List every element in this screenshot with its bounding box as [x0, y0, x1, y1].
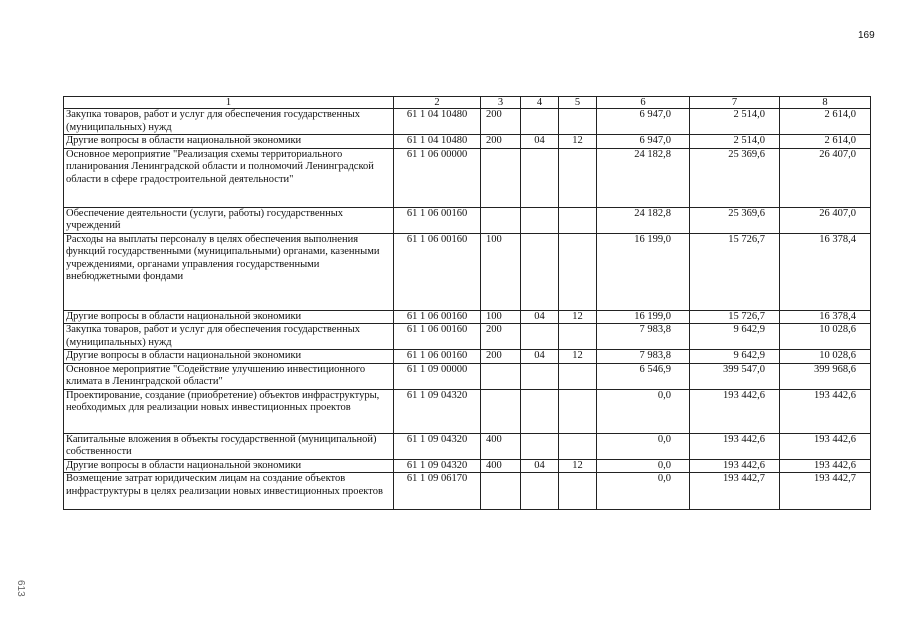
row-value-8-cell: 26 407,0 [780, 207, 871, 233]
budget-table [63, 96, 871, 510]
row-name-cell: Другие вопросы в области национальной экономики [64, 459, 394, 473]
row-value-8-cell: 193 442,7 [780, 473, 871, 510]
row-rz-cell: 04 [521, 459, 559, 473]
row-value-7-cell: 193 442,6 [690, 389, 780, 433]
row-pr-cell: 12 [559, 135, 597, 149]
row-vr-cell: 200 [481, 350, 521, 364]
row-pr-cell [559, 233, 597, 310]
row-name-cell: Основное мероприятие "Реализация схемы территориального планирования Ленинградской области и полномочий Ленинградской области в сфере градостроительной деятельности" [64, 148, 394, 207]
row-code-cell: 61 1 09 04320 [394, 433, 481, 459]
row-name-cell: Расходы на выплаты персоналу в целях обеспечения выполнения функций государственными (муниципальными) органами, казенными учреждениями, органами управления государственными внебюджетными фондами [64, 233, 394, 310]
row-vr-cell [481, 363, 521, 389]
table-row [64, 389, 871, 433]
row-pr-cell [559, 109, 597, 135]
row-code-cell: 61 1 06 00160 [394, 350, 481, 364]
row-pr-cell [559, 363, 597, 389]
row-vr-cell [481, 148, 521, 207]
row-rz-cell: 04 [521, 310, 559, 324]
header-cell: 4 [521, 97, 559, 109]
row-value-7-cell: 193 442,6 [690, 459, 780, 473]
row-code-cell: 61 1 09 00000 [394, 363, 481, 389]
row-name-cell: Закупка товаров, работ и услуг для обеспечения государственных (муниципальных) нужд [64, 109, 394, 135]
row-rz-cell [521, 473, 559, 510]
row-vr-cell: 100 [481, 233, 521, 310]
row-name-cell: Другие вопросы в области национальной экономики [64, 350, 394, 364]
row-pr-cell: 12 [559, 310, 597, 324]
row-name-cell: Основное мероприятие "Содействие улучшению инвестиционного климата в Ленинградской области" [64, 363, 394, 389]
table-row [64, 310, 871, 324]
table-row [64, 433, 871, 459]
margin-stamp: 613 [15, 580, 26, 597]
row-value-7-cell: 2 514,0 [690, 109, 780, 135]
row-pr-cell [559, 433, 597, 459]
header-cell: 1 [64, 97, 394, 109]
row-value-7-cell: 193 442,6 [690, 433, 780, 459]
table-row [64, 135, 871, 149]
row-name-cell: Возмещение затрат юридическим лицам на создание объектов инфраструктуры в целях реализации новых инвестиционных проектов [64, 473, 394, 510]
row-vr-cell [481, 207, 521, 233]
row-code-cell: 61 1 06 00160 [394, 207, 481, 233]
row-rz-cell: 04 [521, 350, 559, 364]
row-vr-cell: 200 [481, 135, 521, 149]
row-value-6-cell: 0,0 [597, 433, 690, 459]
row-value-8-cell: 193 442,6 [780, 459, 871, 473]
row-rz-cell [521, 207, 559, 233]
row-code-cell: 61 1 04 10480 [394, 135, 481, 149]
row-vr-cell: 200 [481, 109, 521, 135]
table-row [64, 363, 871, 389]
row-value-6-cell: 7 983,8 [597, 350, 690, 364]
row-value-7-cell: 193 442,7 [690, 473, 780, 510]
row-value-6-cell: 24 182,8 [597, 148, 690, 207]
table-row [64, 473, 871, 510]
row-value-6-cell: 7 983,8 [597, 324, 690, 350]
header-row [64, 97, 871, 109]
row-name-cell: Проектирование, создание (приобретение) объектов инфраструктуры, необходимых для реализации новых инвестиционных проектов [64, 389, 394, 433]
row-rz-cell [521, 148, 559, 207]
header-cell: 7 [690, 97, 780, 109]
row-value-7-cell: 25 369,6 [690, 207, 780, 233]
row-rz-cell [521, 233, 559, 310]
row-code-cell: 61 1 06 00160 [394, 310, 481, 324]
row-pr-cell [559, 324, 597, 350]
row-code-cell: 61 1 06 00160 [394, 324, 481, 350]
row-code-cell: 61 1 04 10480 [394, 109, 481, 135]
table-row [64, 109, 871, 135]
row-code-cell: 61 1 09 04320 [394, 459, 481, 473]
row-code-cell: 61 1 06 00000 [394, 148, 481, 207]
row-pr-cell: 12 [559, 350, 597, 364]
row-value-7-cell: 15 726,7 [690, 310, 780, 324]
table-row [64, 148, 871, 207]
row-name-cell: Закупка товаров, работ и услуг для обеспечения государственных (муниципальных) нужд [64, 324, 394, 350]
row-value-6-cell: 0,0 [597, 389, 690, 433]
row-pr-cell [559, 207, 597, 233]
row-value-8-cell: 26 407,0 [780, 148, 871, 207]
row-value-8-cell: 16 378,4 [780, 310, 871, 324]
row-name-cell: Капитальные вложения в объекты государственной (муниципальной) собственности [64, 433, 394, 459]
row-code-cell: 61 1 09 04320 [394, 389, 481, 433]
row-pr-cell [559, 148, 597, 207]
row-value-6-cell: 0,0 [597, 473, 690, 510]
row-value-7-cell: 25 369,6 [690, 148, 780, 207]
row-value-7-cell: 15 726,7 [690, 233, 780, 310]
row-vr-cell [481, 389, 521, 433]
row-value-8-cell: 2 614,0 [780, 135, 871, 149]
row-pr-cell: 12 [559, 459, 597, 473]
row-rz-cell: 04 [521, 135, 559, 149]
page-number: 169 [858, 30, 875, 41]
row-value-7-cell: 9 642,9 [690, 350, 780, 364]
row-rz-cell [521, 363, 559, 389]
row-name-cell: Другие вопросы в области национальной экономики [64, 135, 394, 149]
row-value-7-cell: 399 547,0 [690, 363, 780, 389]
row-pr-cell [559, 473, 597, 510]
table-row [64, 350, 871, 364]
row-value-8-cell: 2 614,0 [780, 109, 871, 135]
row-value-6-cell: 16 199,0 [597, 233, 690, 310]
row-name-cell: Обеспечение деятельности (услуги, работы) государственных учреждений [64, 207, 394, 233]
row-value-7-cell: 9 642,9 [690, 324, 780, 350]
table-row [64, 324, 871, 350]
row-value-6-cell: 24 182,8 [597, 207, 690, 233]
row-code-cell: 61 1 06 00160 [394, 233, 481, 310]
row-value-8-cell: 193 442,6 [780, 389, 871, 433]
header-cell: 6 [597, 97, 690, 109]
row-rz-cell [521, 109, 559, 135]
row-vr-cell [481, 473, 521, 510]
table-row [64, 207, 871, 233]
row-value-6-cell: 6 947,0 [597, 109, 690, 135]
row-vr-cell: 400 [481, 459, 521, 473]
table-row [64, 233, 871, 310]
row-name-cell: Другие вопросы в области национальной экономики [64, 310, 394, 324]
row-value-6-cell: 6 546,9 [597, 363, 690, 389]
row-rz-cell [521, 324, 559, 350]
table-row [64, 459, 871, 473]
row-value-8-cell: 10 028,6 [780, 350, 871, 364]
row-rz-cell [521, 389, 559, 433]
row-value-6-cell: 16 199,0 [597, 310, 690, 324]
row-vr-cell: 200 [481, 324, 521, 350]
row-value-6-cell: 6 947,0 [597, 135, 690, 149]
header-cell: 5 [559, 97, 597, 109]
row-pr-cell [559, 389, 597, 433]
row-value-7-cell: 2 514,0 [690, 135, 780, 149]
row-value-8-cell: 193 442,6 [780, 433, 871, 459]
row-value-8-cell: 10 028,6 [780, 324, 871, 350]
row-code-cell: 61 1 09 06170 [394, 473, 481, 510]
row-value-8-cell: 16 378,4 [780, 233, 871, 310]
header-cell: 8 [780, 97, 871, 109]
row-vr-cell: 400 [481, 433, 521, 459]
row-value-8-cell: 399 968,6 [780, 363, 871, 389]
header-cell: 2 [394, 97, 481, 109]
row-vr-cell: 100 [481, 310, 521, 324]
row-value-6-cell: 0,0 [597, 459, 690, 473]
row-rz-cell [521, 433, 559, 459]
header-cell: 3 [481, 97, 521, 109]
